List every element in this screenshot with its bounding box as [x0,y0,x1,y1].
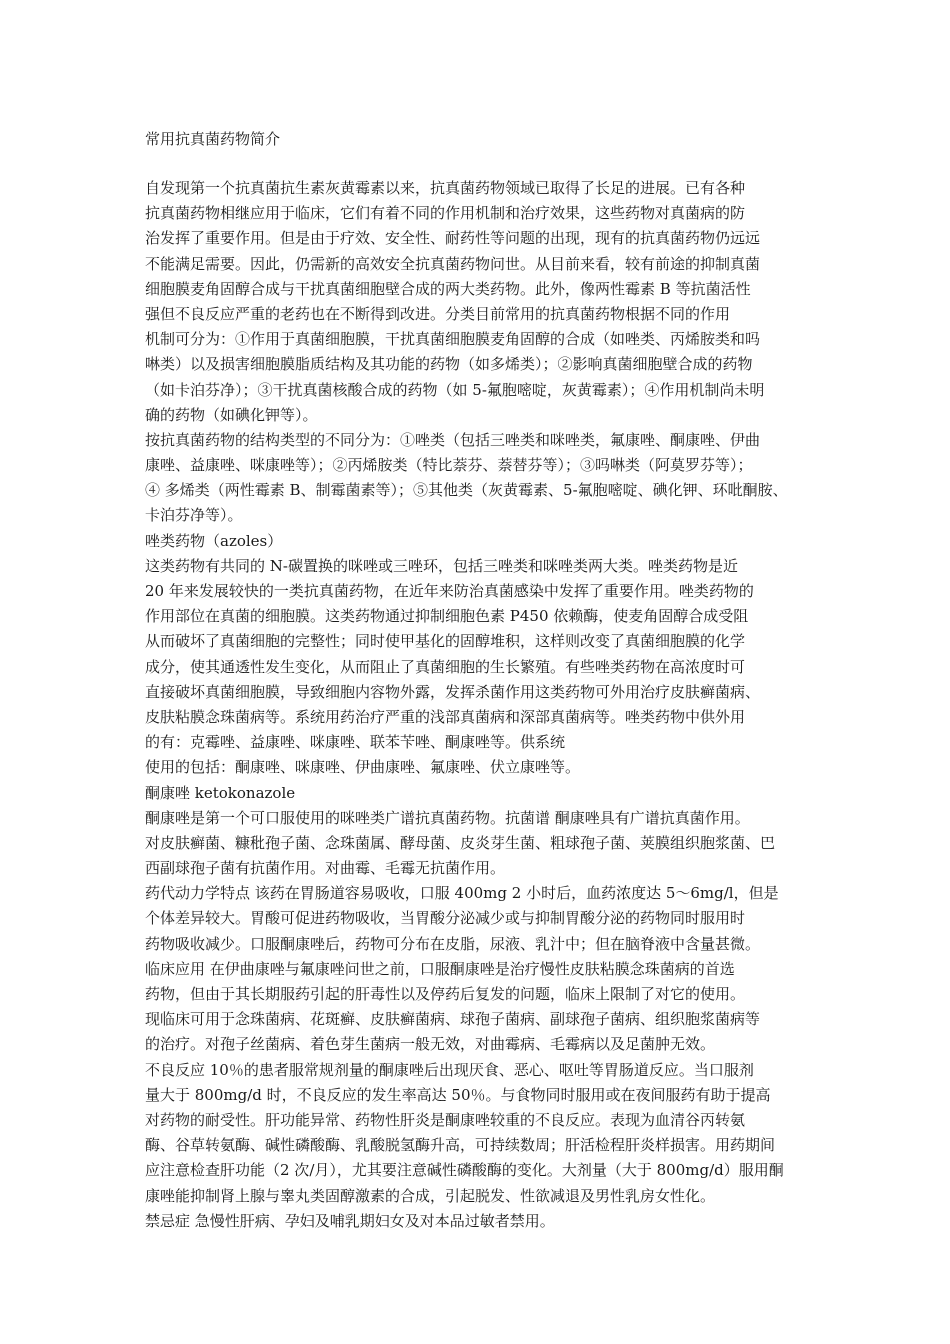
text-line: 应注意检查肝功能（2 次/月），尤其要注意碱性磷酸酶的变化。大剂量（大于 800mg/d）服用酮 [145,1161,784,1180]
text-line: 的有：克霉唑、益康唑、咪康唑、联苯苄唑、酮康唑等。供系统 [145,733,566,752]
text-line: ④ 多烯类（两性霉素 B、制霉菌素等）；⑤其他类（灰黄霉素、5-氟胞嘧啶、碘化钾、环吡酮胺、 [145,481,788,500]
text-line: 自发现第一个抗真菌抗生素灰黄霉素以来，抗真菌药物领域已取得了长足的进展。已有各种 [145,179,746,197]
text-line: 康唑、益康唑、咪康唑等）；②丙烯胺类（特比萘芬、萘替芬等）；③吗啉类（阿莫罗芬等）； [145,456,753,475]
text-line: 抗真菌药物相继应用于临床，它们有着不同的作用机制和治疗效果，这些药物对真菌病的防 [145,204,746,223]
text-line: 酮康唑 ketokonazole [145,783,296,802]
text-line: 西副球孢子菌有抗菌作用。对曲霉、毛霉无抗菌作用。 [145,859,506,878]
text-line: 直接破坏真菌细胞膜，导致细胞内容物外露，发挥杀菌作用这类药物可外用治疗皮肤癣菌病、 [145,682,761,701]
text-line: 个体差异较大。胃酸可促进药物吸收，当胃酸分泌减少或与抑制胃酸分泌的药物同时服用时 [145,909,746,928]
text-line: 作用部位在真菌的细胞膜。这类药物通过抑制细胞色素 P450 依赖酶，使麦角固醇合成受阻 [145,607,749,626]
text-line: 对药物的耐受性。肝功能异常、药物性肝炎是酮康唑较重的不良反应。表现为血清谷丙转氨 [145,1110,746,1129]
document-title: 常用抗真菌药物简介 [145,130,281,148]
text-line: 的治疗。对孢子丝菌病、着色芽生菌病一般无效，对曲霉病、毛霉病以及足菌肿无效。 [145,1035,716,1054]
text-line: 药物，但由于其长期服药引起的肝毒性以及停药后复发的问题，临床上限制了对它的使用。 [145,985,746,1003]
text-line: 强但不良反应严重的老药也在不断得到改进。分类目前常用的抗真菌药物根据不同的作用 [145,304,731,323]
text-line: 药物吸收减少。口服酮康唑后，药物可分布在皮脂，尿液、乳汁中；但在脑脊液中含量甚微。 [145,934,761,953]
document-body [145,176,825,1234]
text-line: 啉类）以及损害细胞膜脂质结构及其功能的药物（如多烯类）；②影响真菌细胞壁合成的药物 [145,355,753,374]
text-line: （如卡泊芬净）；③干扰真菌核酸合成的药物（如 5-氟胞嘧啶，灰黄霉素）；④作用机制尚未明 [145,380,765,399]
text-line: 临床应用 在伊曲康唑与氟康唑问世之前，口服酮康唑是治疗慢性皮肤粘膜念珠菌病的首选 [145,959,735,978]
text-line: 对皮肤癣菌、糠秕孢子菌、念珠菌属、酵母菌、皮炎芽生菌、粗球孢子菌、荚膜组织胞浆菌、巴 [145,833,776,852]
text-line: 成分，使其通透性发生变化，从而阻止了真菌细胞的生长繁殖。有些唑类药物在高浓度时可 [145,657,746,676]
text-line: 从而破坏了真菌细胞的完整性；同时使甲基化的固醇堆积，这样则改变了真菌细胞膜的化学 [145,632,746,651]
text-line: 量大于 800mg/d 时，不良反应的发生率高达 50％。与食物同时服用或在夜间服药有助于提高 [145,1085,771,1104]
text-line: 现临床可用于念珠菌病、花斑癣、皮肤癣菌病、球孢子菌病、副球孢子菌病、组织胞浆菌病等 [145,1010,761,1029]
text-line: 细胞膜麦角固醇合成与干扰真菌细胞壁合成的两大类药物。此外，像两性霉素 B 等抗菌活性 [145,279,751,298]
text-line: 不良反应 10％的患者服常规剂量的酮康唑后出现厌食、恶心、呕吐等胃肠道反应。当口服剂 [145,1060,754,1079]
text-line: 确的药物（如碘化钾等）。 [145,405,318,424]
text-line: 唑类药物（azoles） [145,531,283,550]
text-line: 卡泊芬净等）。 [145,506,243,525]
text-line: 酶、谷草转氨酶、碱性磷酸酶、乳酸脱氢酶升高，可持续数周；肝活检程肝炎样损害。用药期间 [145,1136,776,1155]
text-line: 治发挥了重要作用。但是由于疗效、安全性、耐药性等问题的出现，现有的抗真菌药物仍远远 [145,229,761,248]
text-line: 使用的包括：酮康唑、咪康唑、伊曲康唑、氟康唑、伏立康唑等。 [145,758,581,777]
text-line: 禁忌症 急慢性肝病、孕妇及哺乳期妇女及对本品过敏者禁用。 [145,1211,555,1230]
text-line: 20 年来发展较快的一类抗真菌药物，在近年来防治真菌感染中发挥了重要作用。唑类药物的 [145,582,754,600]
text-line: 机制可分为：①作用于真菌细胞膜，干扰真菌细胞膜麦角固醇的合成（如唑类、丙烯胺类和吗 [145,330,761,349]
text-line: 按抗真菌药物的结构类型的不同分为：①唑类（包括三唑类和咪唑类，氟康唑、酮康唑、伊曲 [145,430,761,449]
text-line: 康唑能抑制肾上腺与睾丸类固醇激素的合成，引起脱发、性欲减退及男性乳房女性化。 [145,1186,716,1205]
text-line: 药代动力学特点 该药在胃肠道容易吸收，口服 400mg 2 小时后，血药浓度达 5～6mg/l，但是 [145,884,779,903]
text-line: 不能满足需要。因此，仍需新的高效安全抗真菌药物问世。从目前来看，较有前途的抑制真菌 [145,254,761,273]
text-line: 皮肤粘膜念珠菌病等。系统用药治疗严重的浅部真菌病和深部真菌病等。唑类药物中供外用 [145,707,746,726]
text-line: 酮康唑是第一个可口服使用的咪唑类广谱抗真菌药物。抗菌谱 酮康唑具有广谱抗真菌作用。 [145,808,750,827]
text-line: 这类药物有共同的 N-碳置换的咪唑或三唑环，包括三唑类和咪唑类两大类。唑类药物是近 [145,556,738,575]
